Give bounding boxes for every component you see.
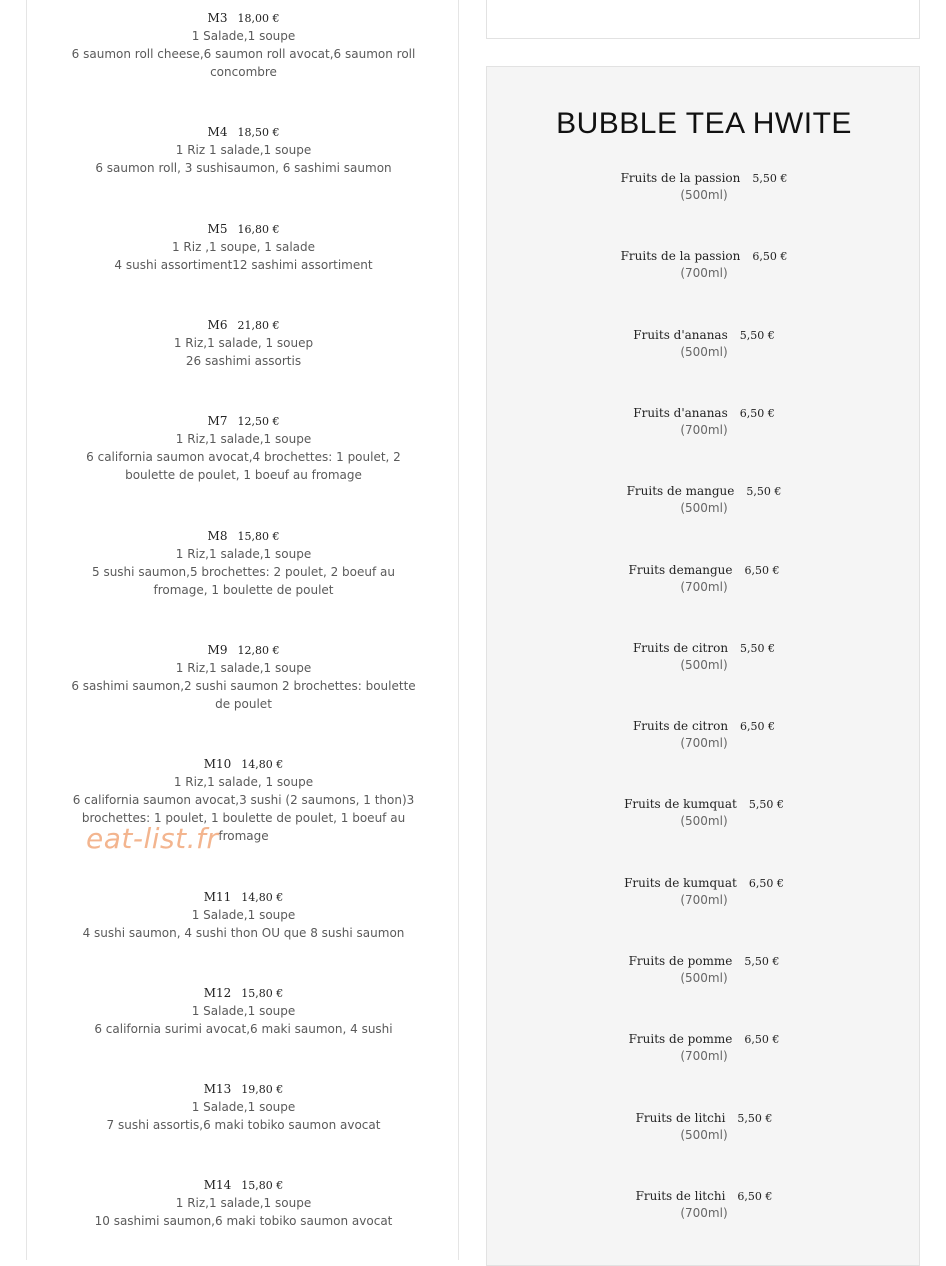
drink-heading xyxy=(487,796,921,813)
menu-item-heading xyxy=(27,10,460,27)
drink-size: (700ml) xyxy=(680,893,728,907)
drink-item xyxy=(487,796,921,829)
drink-heading xyxy=(487,170,921,187)
drink-price: 6,50 € xyxy=(740,720,776,733)
menu-code: M5 xyxy=(207,222,228,236)
drink-item xyxy=(487,953,921,986)
menu-item-m3 xyxy=(27,10,460,81)
menu-price: 18,00 € xyxy=(237,12,280,25)
drink-heading xyxy=(487,1110,921,1127)
drink-item xyxy=(487,170,921,203)
drink-heading xyxy=(487,327,921,344)
menu-price: 12,80 € xyxy=(237,644,280,657)
drink-heading xyxy=(487,248,921,265)
menu-description-line: 6 sashimi saumon,2 sushi saumon 2 brochettes: boulette xyxy=(71,679,416,693)
set-menu-column xyxy=(26,0,459,1260)
drink-name: Fruits d'ananas xyxy=(633,328,728,342)
drink-price: 5,50 € xyxy=(746,485,782,498)
drink-item xyxy=(487,875,921,908)
menu-item-heading xyxy=(27,413,460,430)
previous-card-bottom xyxy=(486,0,920,39)
drink-size: (700ml) xyxy=(680,1206,728,1220)
drink-heading xyxy=(487,953,921,970)
drink-price: 5,50 € xyxy=(748,798,784,811)
drink-size: (700ml) xyxy=(680,266,728,280)
menu-item-heading xyxy=(27,317,460,334)
menu-description-line: 1 Riz,1 salade,1 soupe xyxy=(175,661,312,675)
drink-name: Fruits de litchi xyxy=(635,1189,726,1203)
menu-item-m8 xyxy=(27,528,460,599)
drink-item xyxy=(487,483,921,516)
menu-code: M14 xyxy=(203,1178,232,1192)
menu-description-line: 26 sashimi assortis xyxy=(185,354,302,368)
menu-description-line: 1 Riz,1 salade, 1 soupe xyxy=(173,775,314,789)
menu-item-heading xyxy=(27,221,460,238)
menu-price: 15,80 € xyxy=(237,530,280,543)
menu-item-m14 xyxy=(27,1177,460,1230)
menu-description-line: 1 Riz 1 salade,1 soupe xyxy=(175,143,312,157)
menu-code: M9 xyxy=(207,643,228,657)
menu-description-line: 1 Riz,1 salade, 1 souep xyxy=(173,336,314,350)
drink-item xyxy=(487,405,921,438)
drink-name: Fruits demangue xyxy=(628,563,733,577)
drink-name: Fruits de citron xyxy=(632,641,729,655)
drink-price: 6,50 € xyxy=(748,877,784,890)
menu-code: M12 xyxy=(203,986,232,1000)
menu-code: M10 xyxy=(203,757,232,771)
menu-description-line: 10 sashimi saumon,6 maki tobiko saumon avocat xyxy=(94,1214,393,1228)
drink-item xyxy=(487,1031,921,1064)
menu-code: M7 xyxy=(207,414,228,428)
drink-price: 6,50 € xyxy=(737,1190,773,1203)
drink-size: (700ml) xyxy=(680,1049,728,1063)
menu-description-line: 5 sushi saumon,5 brochettes: 2 poulet, 2 boeuf au xyxy=(92,565,395,579)
drink-name: Fruits de kumquat xyxy=(624,876,737,890)
menu-item-m7 xyxy=(27,413,460,484)
drink-heading xyxy=(487,562,921,579)
drink-size: (500ml) xyxy=(680,814,728,828)
menu-item-heading xyxy=(27,1081,460,1098)
menu-item-m4 xyxy=(27,124,460,177)
drink-item xyxy=(487,562,921,595)
menu-code: M6 xyxy=(207,318,228,332)
drink-size: (700ml) xyxy=(680,736,728,750)
menu-description-line: 1 Riz,1 salade,1 soupe xyxy=(175,1196,312,1210)
menu-price: 18,50 € xyxy=(237,126,280,139)
drink-heading xyxy=(487,405,921,422)
drink-heading xyxy=(487,1031,921,1048)
drink-name: Fruits de mangue xyxy=(626,484,735,498)
drink-price: 5,50 € xyxy=(744,955,780,968)
drink-heading xyxy=(487,875,921,892)
menu-item-m11 xyxy=(27,889,460,942)
menu-item-heading xyxy=(27,756,460,773)
menu-description-line: 1 Salade,1 soupe xyxy=(191,1004,296,1018)
menu-item-m12 xyxy=(27,985,460,1038)
drink-item xyxy=(487,248,921,281)
drink-price: 6,50 € xyxy=(744,1033,780,1046)
menu-item-heading xyxy=(27,1177,460,1194)
section-title: BUBBLE TEA HWITE xyxy=(556,107,852,140)
menu-price: 12,50 € xyxy=(237,415,280,428)
menu-description-line: 6 saumon roll cheese,6 saumon roll avocat,6 saumon roll xyxy=(71,47,416,61)
menu-code: M11 xyxy=(203,890,232,904)
drink-name: Fruits de kumquat xyxy=(624,797,737,811)
menu-item-m13 xyxy=(27,1081,460,1134)
menu-description-line: fromage, 1 boulette de poulet xyxy=(153,583,334,597)
drink-price: 5,50 € xyxy=(737,1112,773,1125)
drink-name: Fruits de pomme xyxy=(628,1032,733,1046)
menu-description-line: 7 sushi assortis,6 maki tobiko saumon avocat xyxy=(106,1118,381,1132)
menu-price: 21,80 € xyxy=(237,319,280,332)
drink-size: (500ml) xyxy=(680,658,728,672)
menu-price: 14,80 € xyxy=(241,891,284,904)
menu-code: M4 xyxy=(207,125,228,139)
drink-name: Fruits de la passion xyxy=(620,249,741,263)
drink-price: 5,50 € xyxy=(739,329,775,342)
drink-price: 6,50 € xyxy=(752,250,788,263)
drink-item xyxy=(487,640,921,673)
menu-item-heading xyxy=(27,985,460,1002)
drink-name: Fruits d'ananas xyxy=(633,406,728,420)
menu-item-m5 xyxy=(27,221,460,274)
drink-item xyxy=(487,1188,921,1221)
drink-size: (500ml) xyxy=(680,345,728,359)
drink-price: 5,50 € xyxy=(752,172,788,185)
drink-name: Fruits de la passion xyxy=(620,171,741,185)
drink-price: 6,50 € xyxy=(739,407,775,420)
menu-code: M13 xyxy=(203,1082,232,1096)
watermark: eat-list.fr xyxy=(86,822,219,855)
bubble-tea-card xyxy=(486,66,920,1266)
drink-name: Fruits de litchi xyxy=(635,1111,726,1125)
menu-description-line: 1 Riz,1 salade,1 soupe xyxy=(175,432,312,446)
menu-price: 16,80 € xyxy=(237,223,280,236)
menu-description-line: 1 Riz ,1 soupe, 1 salade xyxy=(171,240,316,254)
menu-description-line: concombre xyxy=(210,65,277,79)
menu-description-line: 6 california saumon avocat,4 brochettes: 1 poulet, 2 xyxy=(86,450,401,464)
drink-item xyxy=(487,1110,921,1143)
menu-item-heading xyxy=(27,642,460,659)
menu-description-line: 1 Salade,1 soupe xyxy=(191,908,296,922)
menu-description-line: fromage xyxy=(218,829,269,843)
menu-description-line: 6 saumon roll, 3 sushisaumon, 6 sashimi saumon xyxy=(95,161,392,175)
menu-description-line: 4 sushi saumon, 4 sushi thon OU que 8 sushi saumon xyxy=(82,926,405,940)
menu-description-line: 6 california saumon avocat,3 sushi (2 saumons, 1 thon)3 xyxy=(72,793,415,807)
menu-code: M3 xyxy=(207,11,228,25)
menu-price: 14,80 € xyxy=(241,758,284,771)
drink-size: (700ml) xyxy=(680,580,728,594)
menu-description-line: 1 Salade,1 soupe xyxy=(191,29,296,43)
menu-description-line: 4 sushi assortiment12 sashimi assortiment xyxy=(114,258,373,272)
menu-description-line: de poulet xyxy=(215,697,272,711)
drink-item xyxy=(487,327,921,360)
drink-heading xyxy=(487,483,921,500)
menu-price: 15,80 € xyxy=(241,987,284,1000)
menu-price: 19,80 € xyxy=(241,1083,284,1096)
drink-size: (500ml) xyxy=(680,1128,728,1142)
drink-size: (500ml) xyxy=(680,501,728,515)
drink-item xyxy=(487,718,921,751)
menu-item-heading xyxy=(27,528,460,545)
drink-heading xyxy=(487,640,921,657)
menu-description-line: 1 Salade,1 soupe xyxy=(191,1100,296,1114)
drink-size: (500ml) xyxy=(680,188,728,202)
menu-item-m6 xyxy=(27,317,460,370)
menu-description-line: boulette de poulet, 1 boeuf au fromage xyxy=(125,468,362,482)
drink-price: 6,50 € xyxy=(744,564,780,577)
menu-description-line: brochettes: 1 poulet, 1 boulette de poulet, 1 boeuf au xyxy=(81,811,406,825)
drink-price: 5,50 € xyxy=(740,642,776,655)
drink-size: (500ml) xyxy=(680,971,728,985)
drink-size: (700ml) xyxy=(680,423,728,437)
menu-price: 15,80 € xyxy=(241,1179,284,1192)
drink-heading xyxy=(487,718,921,735)
menu-item-heading xyxy=(27,124,460,141)
menu-code: M8 xyxy=(207,529,228,543)
menu-description-line: 1 Riz,1 salade,1 soupe xyxy=(175,547,312,561)
menu-description-line: 6 california surimi avocat,6 maki saumon, 4 sushi xyxy=(94,1022,393,1036)
menu-item-m9 xyxy=(27,642,460,713)
menu-item-heading xyxy=(27,889,460,906)
drink-name: Fruits de citron xyxy=(632,719,729,733)
drink-name: Fruits de pomme xyxy=(628,954,733,968)
drink-heading xyxy=(487,1188,921,1205)
